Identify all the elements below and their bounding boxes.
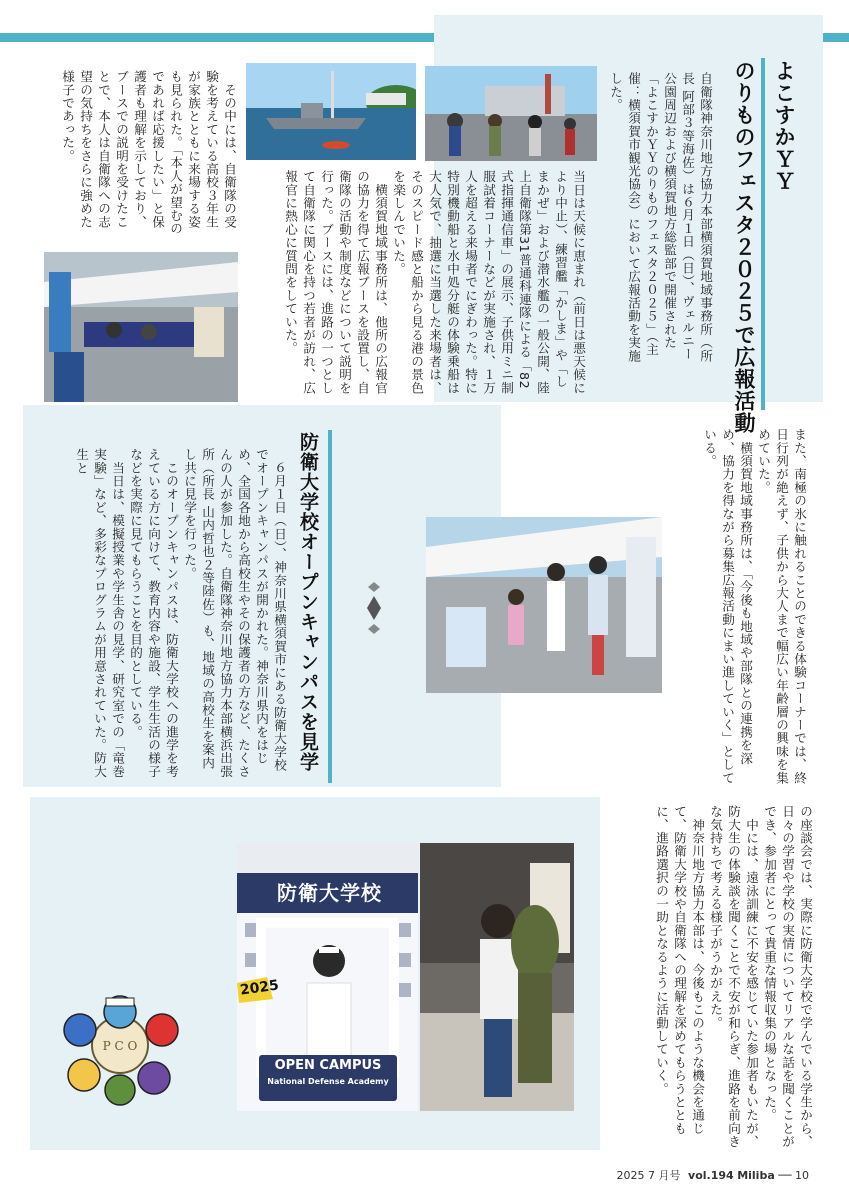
photo-recruit-booth [44,252,238,402]
nda-sign-text: National Defense Academy [267,1077,389,1086]
photo-open-campus-sign [237,843,418,1111]
article2-title-bar [328,430,332,783]
photo-harbor-people [425,66,597,161]
article2-body-1: ６月１日（日）、神奈川県横須賀市にある防衛大学校でオープンキャンパスが開かれた。神奈川県内をはじめ、全国各地から高校生やその保護者の方など、たくさんの人が参加した。自衛隊神奈川地方協力本部横浜出張所（所長 山内哲也２等陸佐）も、地域の高校生を案内し共に見学を行った。 このオープンキャンパスは、防衛大学校への進学を考えている方に向けて、教育内容や施設、学生生活の様子などを実際に見てもらうことを目的としている。 当日は、模擬授業や学生舎の見学、研究室での「竜巻実験」など、多彩なプログラムが用意されていた。防大生と [74,448,287,778]
page-footer [617,1167,809,1183]
headline-bar [761,58,765,410]
article1-body-2: 当日は天候に恵まれ（前日は悪天候により中止）、練習艦「かしま」や「しまかぜ」および潜水艦の一般公開、陸上自衛隊第31普通科連隊による「82式指揮通信車」の展示、子供用ミニ制服試着コーナーなどが実施され、１万人を超える来場者でにぎわった。特に特別機動船と水中処分艇の体験乗船は大人気で、抽選に当選した来場者は、そのスピード感と船から見る港の景色を楽しんでいた。 横須賀地域事務所は、他所の広報官の協力を得て広報ブースを設置し、自衛隊の活動や制度などについて説明を行った。ブースには、進路の一つとして自衛隊に関心を持つ若者が訪れ、広報官に熱心に質問をしていた。 [283,170,586,395]
footer-page-number: 10 [795,1169,809,1182]
mascot-illustration [54,990,186,1112]
footer-magazine: Miliba [737,1169,775,1182]
photo-camouflage-trial [420,843,574,1111]
article1-title-line1: よこすかＹＹ [772,60,796,192]
diamond-divider [366,582,382,634]
photo-antarctic-ice-booth [426,517,662,693]
article1-body-3: その中には、自衛隊の受験を考えている高校３年生が家族とともに来場する姿も見られた。「本人が望むのであれば応援したい」と保護者も理解を示しており、ブースでの説明を受けたことで、本人は自衛隊への志望の気持ちをさらに強めた様子であった。 [60,70,237,236]
footer-issue: 2025 7 月号 [616,1169,681,1182]
banner-text: 防衛大学校 [277,881,382,905]
article2-body-2: の座談会では、実際に防衛大学校で学んでいる学生から、日々の学習や学校の実情についてリアルな話を聞くことができ、参加者にとって貴重な情報収集の場となった。 中には、遠泳訓練に不安を感じていた参加者もいたが、防大生の体験談を聞くことで不安が和らぎ、進路を前向きな気持ちで考える様子がうかがえた。 神奈川地方協力本部は、今後もこのような機会を通じて、防衛大学校や自衛隊への理解を深めてもらうとともに、進路選択の一助となるように活動していく。 [654,805,813,1149]
article1-body-4: また、南極の氷に触れることのできる体験コーナーでは、終日行列が絶えず、子供から大人まで幅広い年齢層の興味を集めていた。 横須賀地域事務所は、「今後も地域や部隊との連携を深め、協力を得ながら募集広報活動にまい進していく」としている。 [702,428,807,785]
mascot-logo-text: P C O [102,1039,138,1053]
open-campus-sign-text: OPEN CAMPUS [274,1058,382,1073]
article1-title-line2: のりものフェスタ２０２５で広報活動 [732,60,756,434]
footer-vol: vol.194 [688,1169,734,1182]
year-card-text: 2025 [239,977,280,999]
article2-title: 防衛大学校オープンキャンパスを見学 [297,432,319,772]
photo-warship-port [246,63,416,160]
article1-lead: 自衛隊神奈川地方協力本部横須賀地域事務所（所長 阿部３等海佐）は６月１日（日）、ヴェルニー公園周辺および横須賀地方総監部で開催された「よこすかＹＹのりものフェスタ２０２５」（主催：横須賀市観光協会）において広報活動を実施した。 [608,72,713,363]
footer-separator: ── [778,1169,792,1182]
